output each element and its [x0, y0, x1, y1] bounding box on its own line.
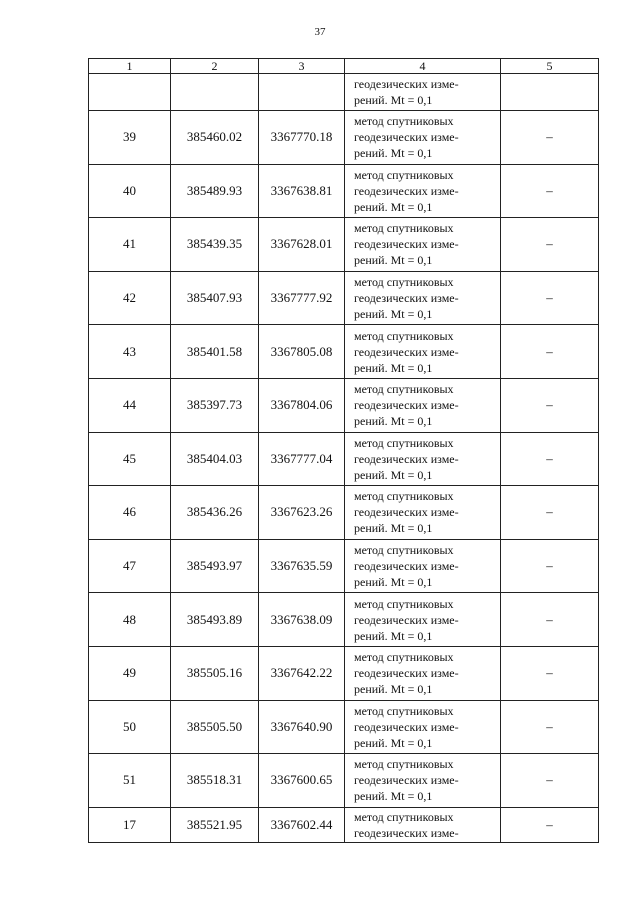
description-line: метод спутниковых [354, 703, 454, 718]
cell-y [259, 74, 345, 111]
description-line: рений. Mt = 0,1 [354, 360, 433, 375]
description-line: геодезических изме- [354, 612, 459, 627]
description-line: рений. Mt = 0,1 [354, 789, 433, 804]
cell-description [345, 111, 501, 165]
description-line: рений. Mt = 0,1 [354, 521, 433, 536]
cell-y: 3367777.04 [259, 432, 345, 486]
cell-x: 385407.93 [171, 271, 259, 325]
cell-x: 385505.16 [171, 646, 259, 700]
cell-description [345, 807, 501, 842]
cell-note: – [501, 807, 599, 842]
description-line: рений. Mt = 0,1 [354, 307, 433, 322]
cell-note: – [501, 325, 599, 379]
table-row [89, 74, 599, 111]
page-number: 37 [314, 26, 326, 38]
description-line: геодезических изме- [354, 398, 459, 413]
description-line: метод спутниковых [354, 382, 454, 397]
description-line: геодезических изме- [354, 773, 459, 788]
cell-note: – [501, 111, 599, 165]
description-line: рений. Mt = 0,1 [354, 199, 433, 214]
table-row [89, 754, 599, 808]
cell-number: 48 [89, 593, 171, 647]
cell-x: 385460.02 [171, 111, 259, 165]
cell-x: 385518.31 [171, 754, 259, 808]
column-header: 2 [171, 59, 259, 74]
cell-y: 3367770.18 [259, 111, 345, 165]
cell-y: 3367628.01 [259, 218, 345, 272]
cell-number: 17 [89, 807, 171, 842]
table-row [89, 271, 599, 325]
cell-note: – [501, 164, 599, 218]
cell-description [345, 646, 501, 700]
description-line: рений. Mt = 0,1 [354, 575, 433, 590]
description-line: геодезических изме- [354, 719, 459, 734]
cell-description [345, 539, 501, 593]
cell-description [345, 700, 501, 754]
column-header: 4 [345, 59, 501, 74]
description-line: метод спутниковых [354, 757, 454, 772]
table-row [89, 432, 599, 486]
cell-x: 385401.58 [171, 325, 259, 379]
cell-number: 41 [89, 218, 171, 272]
description-line: метод спутниковых [354, 809, 454, 824]
description-line: метод спутниковых [354, 650, 454, 665]
cell-y: 3367640.90 [259, 700, 345, 754]
cell-y: 3367635.59 [259, 539, 345, 593]
cell-number: 51 [89, 754, 171, 808]
cell-x: 385493.89 [171, 593, 259, 647]
cell-number: 40 [89, 164, 171, 218]
cell-note: – [501, 700, 599, 754]
cell-y: 3367638.09 [259, 593, 345, 647]
cell-note: – [501, 432, 599, 486]
table-row [89, 111, 599, 165]
description-line: рений. Mt = 0,1 [354, 682, 433, 697]
cell-description [345, 74, 501, 111]
cell-note: – [501, 271, 599, 325]
cell-description [345, 378, 501, 432]
cell-description [345, 164, 501, 218]
cell-note: – [501, 486, 599, 540]
description-line: геодезических изме- [354, 183, 459, 198]
cell-x: 385521.95 [171, 807, 259, 842]
cell-number: 46 [89, 486, 171, 540]
cell-y: 3367777.92 [259, 271, 345, 325]
cell-description [345, 593, 501, 647]
table-row [89, 593, 599, 647]
description-line: геодезических изме- [354, 344, 459, 359]
description-line: рений. Mt = 0,1 [354, 414, 433, 429]
column-header: 3 [259, 59, 345, 74]
description-line: рений. Mt = 0,1 [354, 735, 433, 750]
description-line: рений. Mt = 0,1 [354, 253, 433, 268]
cell-y: 3367602.44 [259, 807, 345, 842]
table-row [89, 164, 599, 218]
cell-note: – [501, 593, 599, 647]
description-line: метод спутниковых [354, 435, 454, 450]
cell-y: 3367638.81 [259, 164, 345, 218]
cell-x: 385404.03 [171, 432, 259, 486]
table-row [89, 700, 599, 754]
table-row [89, 378, 599, 432]
cell-description [345, 271, 501, 325]
cell-number: 50 [89, 700, 171, 754]
cell-y: 3367804.06 [259, 378, 345, 432]
description-line: метод спутниковых [354, 114, 454, 129]
cell-description [345, 486, 501, 540]
description-line: геодезических изме- [354, 77, 459, 91]
column-header: 5 [501, 59, 599, 74]
cell-note [501, 74, 599, 111]
cell-number: 44 [89, 378, 171, 432]
cell-y: 3367600.65 [259, 754, 345, 808]
cell-description [345, 432, 501, 486]
description-line: рений. Mt = 0,1 [354, 146, 433, 161]
description-line: геодезических изме- [354, 559, 459, 574]
cell-x: 385505.50 [171, 700, 259, 754]
table-row [89, 218, 599, 272]
cell-x: 385493.97 [171, 539, 259, 593]
description-line: метод спутниковых [354, 275, 454, 290]
cell-number: 43 [89, 325, 171, 379]
description-line: метод спутниковых [354, 328, 454, 343]
cell-y: 3367623.26 [259, 486, 345, 540]
cell-x [171, 74, 259, 111]
description-line: геодезических изме- [354, 505, 459, 520]
cell-y: 3367805.08 [259, 325, 345, 379]
column-header: 1 [89, 59, 171, 74]
description-line: метод спутниковых [354, 167, 454, 182]
description-line: рений. Mt = 0,1 [354, 467, 433, 482]
cell-description [345, 218, 501, 272]
description-line: метод спутниковых [354, 596, 454, 611]
description-line: геодезических изме- [354, 451, 459, 466]
cell-x: 385436.26 [171, 486, 259, 540]
cell-y: 3367642.22 [259, 646, 345, 700]
cell-description [345, 754, 501, 808]
description-line: рений. Mt = 0,1 [354, 628, 433, 643]
table-row [89, 486, 599, 540]
cell-number [89, 74, 171, 111]
cell-number: 47 [89, 539, 171, 593]
cell-note: – [501, 646, 599, 700]
table-row [89, 807, 599, 842]
description-line: метод спутниковых [354, 221, 454, 236]
description-line: геодезических изме- [354, 237, 459, 252]
cell-note: – [501, 539, 599, 593]
cell-number: 45 [89, 432, 171, 486]
cell-number: 49 [89, 646, 171, 700]
cell-note: – [501, 218, 599, 272]
cell-note: – [501, 754, 599, 808]
cell-number: 39 [89, 111, 171, 165]
table-header-row [89, 59, 599, 74]
cell-x: 385397.73 [171, 378, 259, 432]
description-line: рений. Mt = 0,1 [354, 93, 433, 107]
coordinates-table [88, 58, 599, 843]
description-line: геодезических изме- [354, 825, 459, 840]
cell-x: 385439.35 [171, 218, 259, 272]
description-line: метод спутниковых [354, 489, 454, 504]
description-line: метод спутниковых [354, 543, 454, 558]
table-row [89, 539, 599, 593]
description-line: геодезических изме- [354, 130, 459, 145]
cell-x: 385489.93 [171, 164, 259, 218]
cell-description [345, 325, 501, 379]
table-row [89, 646, 599, 700]
table-row [89, 325, 599, 379]
cell-number: 42 [89, 271, 171, 325]
cell-note: – [501, 378, 599, 432]
description-line: геодезических изме- [354, 666, 459, 681]
description-line: геодезических изме- [354, 291, 459, 306]
